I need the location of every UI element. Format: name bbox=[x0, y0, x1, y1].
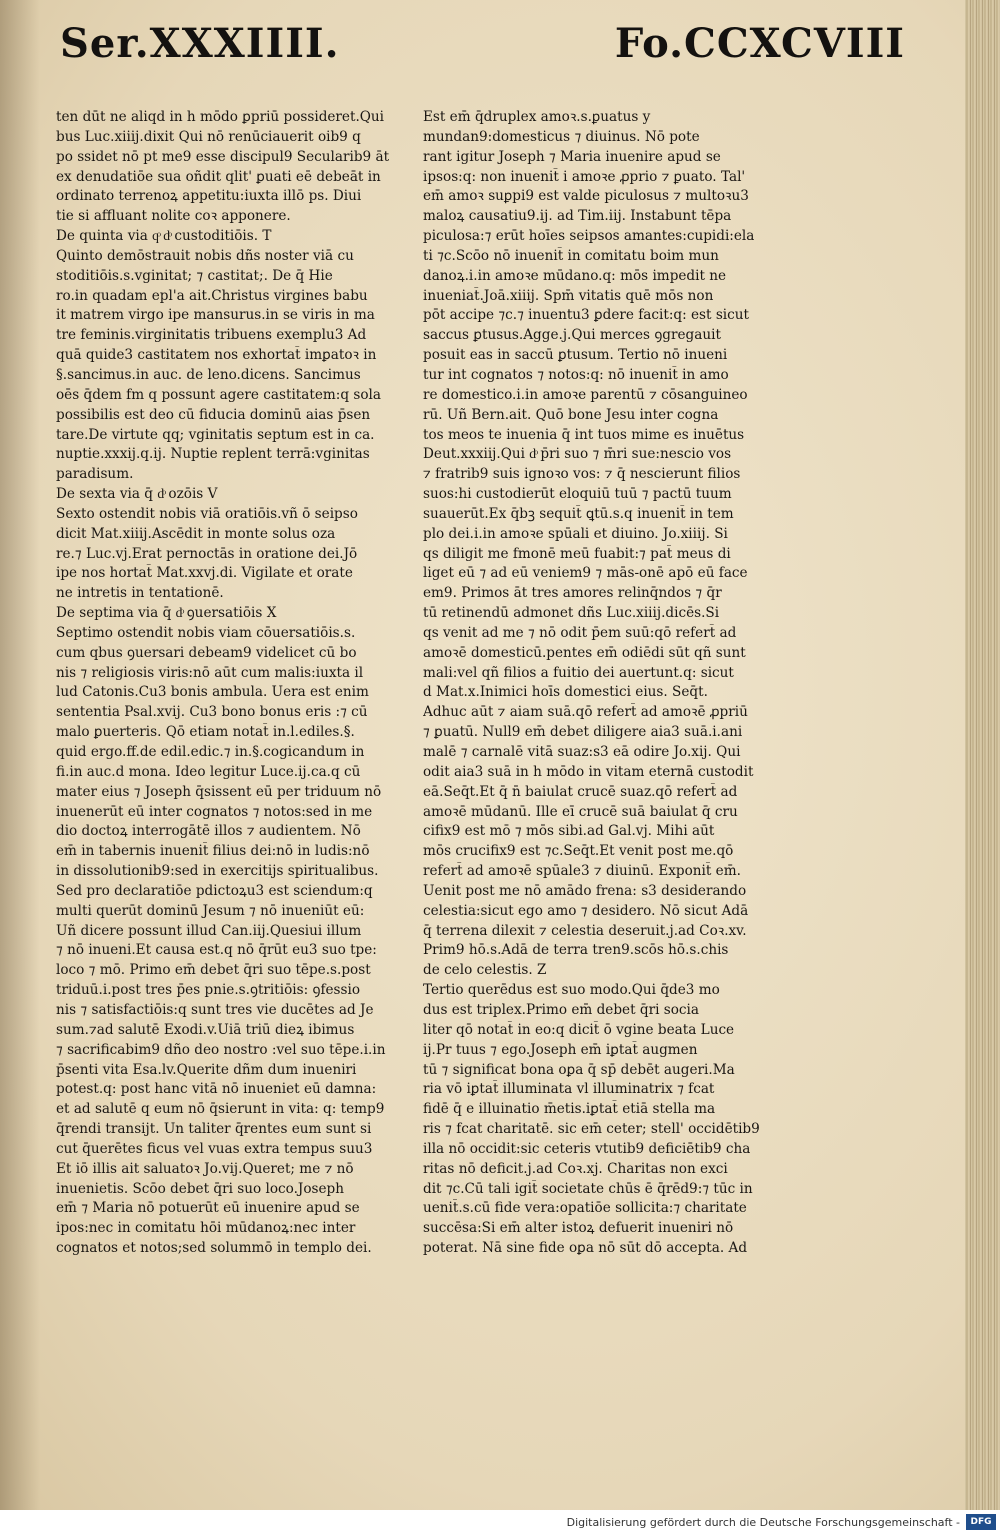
text-line: ex denudatiōe sua oñdit qlit' ꝑuati eē debeāt in bbox=[56, 168, 381, 185]
text-line: bus Luc.xiiij.dixit Qui nō renūciauerit oib9 q bbox=[56, 128, 361, 145]
text-line: ij.Pr tuus ⁊ ego.Joseph em̄ iꝑtat̄ augmen bbox=[423, 1041, 698, 1058]
text-line: Uenit post me nō amādo frena: s3 desiderando bbox=[423, 882, 747, 899]
text-line: dit ⁊c.Cū tali igit̄ societate chūs ē q̄rēd9:⁊ tūc in bbox=[423, 1180, 753, 1197]
text-line: Septimo ostendit nobis viam cōuersatiōis.s. bbox=[56, 624, 356, 641]
text-line: inuenietis. Scōo debet q̄ri suo loco.Joseph bbox=[56, 1180, 344, 1197]
text-line: malo ꝑuerteris. Qō etiam notat̄ in.l.ediles.§. bbox=[56, 724, 355, 741]
text-line: posuit eas in saccū ꝑtusum. Tertio nō inueni bbox=[423, 347, 728, 364]
text-line: em̄ in tabernis inuenit̄ filius dei:nō in ludis:nō bbox=[56, 843, 370, 860]
text-line: mater eius ⁊ Joseph q̄sissent eū per triduum nō bbox=[56, 783, 382, 800]
page-header bbox=[60, 20, 905, 80]
right-text-column bbox=[423, 108, 791, 1259]
text-line: ⁊ nō inueni.Et causa est.q nō q̄rūt eu3 suo tpe: bbox=[56, 942, 377, 959]
text-line: sententia Psal.xvij. Cu3 bono bonus eris :⁊ cū bbox=[56, 704, 368, 721]
text-line: danoꝝ.i.in amoꝛe mūdano.q: mōs impedit ne bbox=[423, 267, 727, 284]
text-line: piculosa:⁊ erūt hoīes seipsos amantes:cupidi:ela bbox=[423, 228, 755, 245]
text-line: cut q̄uerētes ficus vel vuas extra tempus suu3 bbox=[56, 1140, 373, 1157]
text-line: tos meos te inuenia q̄ int tuos mime es inuētus bbox=[423, 426, 745, 443]
text-line: malē ⁊ carnalē vitā suaz:s3 eā odire Jo.xij. Qui bbox=[423, 744, 741, 760]
text-line: liget eū ⁊ ad eū veniem9 ⁊ mās-onē apō eū face bbox=[423, 565, 748, 582]
text-line: p̄senti vita Esa.lv.Querite dñm dum inueniri bbox=[56, 1061, 357, 1078]
text-line: ritas nō deficit.j.ad Coꝛ.xj. Charitas non exci bbox=[423, 1160, 728, 1177]
text-line: amoꝛē mūdanū. Ille eī crucē suā baiulat q̄ cru bbox=[423, 803, 738, 820]
text-line: quid ergo.ff.de edil.edic.⁊ in.§.cogicandum in bbox=[56, 744, 365, 760]
text-line: rū. Uñ Bern.ait. Quō bone Jesu inter cogna bbox=[423, 406, 719, 423]
text-line: lud Catonis.Cu3 bonis ambula. Uera est enim bbox=[56, 684, 369, 701]
text-line: oēs q̄dem fm q possunt agere castitatem:q sola bbox=[56, 386, 381, 403]
text-line: re domestico.i.in amoꝛe parentū ⁊ cōsanguineo bbox=[423, 386, 748, 403]
text-line: Adhuc aūt ⁊ aiam suā.qō refert̄ ad amoꝛē ꝓpriū bbox=[423, 704, 748, 721]
text-line: plo dei.i.in amoꝛe spūali et diuino. Jo.xiiij. Si bbox=[423, 525, 728, 542]
text-line: dio doctoꝝ interrogātē illos ⁊ audientem. Nō bbox=[56, 823, 361, 840]
text-line: triduū.i.post tres p̄es pnie.s.ꝯtritiōis: ꝯfessio bbox=[56, 982, 361, 999]
text-line: potest.q: post hanc vitā nō inueniet eū damna: bbox=[56, 1081, 377, 1098]
text-line: uenit̄.s.cū fide vera:opatiōe sollicita:⁊ charitate bbox=[423, 1200, 747, 1217]
text-line: d Mat.x.Inimici hoīs domestici eius. Seq̄t. bbox=[423, 684, 708, 701]
text-line: §.sancimus.in auc. de leno.dicens. Sancimus bbox=[56, 366, 361, 383]
text-line: De sexta via q̄ dͦ ozōis V bbox=[56, 486, 218, 503]
text-line: inuenerūt eū inter cognatos ⁊ notos:sed in me bbox=[56, 803, 373, 820]
text-line: paradisum. bbox=[56, 466, 134, 483]
text-line: cum qbus ꝯuersari debeam9 videlicet cū bo bbox=[56, 644, 357, 661]
text-line: ne intretis in tentationē. bbox=[56, 585, 224, 602]
text-line: Et iō illis ait saluatoꝛ Jo.vij.Queret; me ⁊ nō bbox=[56, 1160, 354, 1177]
text-line: saccus ꝑtusus.Agge.j.Qui merces ꝯgregauit bbox=[423, 327, 721, 344]
folio-number: Fo.CCXCVIII bbox=[614, 20, 905, 67]
sermon-number: Ser.XXXIIII. bbox=[60, 20, 340, 67]
text-line: in dissolutionib9:sed in exercitijs spiritualibus. bbox=[56, 863, 379, 880]
text-line: pōt accipe ⁊c.⁊ inuentu3 ꝑdere facit:q: est sicut bbox=[423, 307, 749, 324]
text-line: ⁊ ꝑuatū. Null9 em̄ debet diligere aia3 suā.i.ani bbox=[423, 724, 743, 741]
text-line: succēsa:Si em̄ alter istoꝝ defuerit inueniri nō bbox=[423, 1220, 734, 1237]
text-line: ipos:nec in comitatu hōi mūdanoꝝ:nec inter bbox=[56, 1220, 356, 1237]
text-line: ten dūt ne aliqd in h mōdo ꝑpriū possideret.Qui bbox=[56, 109, 385, 125]
left-text-column bbox=[56, 108, 424, 1259]
text-line: em9. Primos āt tres amores relinq̄ndos ⁊ q̄r bbox=[423, 585, 722, 602]
text-line: amoꝛē domesticū.pentes em̄ odiēdi sūt qñ sunt bbox=[423, 644, 746, 661]
text-line: em̄ ⁊ Maria nō potuerūt eū inuenire apud se bbox=[56, 1200, 360, 1217]
text-line: Quinto demōstrauit nobis dñs noster viā cu bbox=[56, 247, 354, 264]
text-line: ti ⁊c.Scōo nō inuenit̄ in comitatu boim mun bbox=[423, 247, 719, 264]
text-line: ris ⁊ fcat charitatē. sic em̄ ceter; stell' occidētib9 bbox=[423, 1121, 760, 1138]
text-line: Prim9 hō.s.Adā de terra tren9.scōs hō.s.chis bbox=[423, 942, 729, 959]
text-line: De septima via q̄ dͦ ꝯuersatiōis X bbox=[56, 605, 277, 622]
funding-notice: Digitalisierung gefördert durch die Deutsche Forschungsgemeinschaft - bbox=[566, 1516, 960, 1529]
text-line: dicit Mat.xiiij.Ascēdit in monte solus oza bbox=[56, 525, 336, 542]
text-line: et ad salutē q eum nō q̄sierunt in vita: q: temp9 bbox=[56, 1101, 385, 1118]
text-line: refert̄ ad amoꝛē spūale3 ⁊ diuinū. Exponit̄ em̄. bbox=[423, 863, 741, 880]
text-line: tre feminis.virginitatis tribuens exemplu3 Ad bbox=[56, 327, 367, 344]
text-line: po ssidet nō pt me9 esse discipul9 Secularib9 āt bbox=[56, 148, 390, 165]
text-line: sum.⁊ad salutē Exodi.v.Uiā triū dieꝝ ibimus bbox=[56, 1021, 355, 1038]
text-line: rant igitur Joseph ⁊ Maria inuenire apud se bbox=[423, 148, 721, 165]
text-line: quā quide3 castitatem nos exhortat̄ imꝑatoꝛ in bbox=[56, 347, 377, 364]
text-line: fidē q̄ e illuinatio m̄etis.iꝑtat̄ etiā stella ma bbox=[423, 1101, 716, 1118]
text-line: stoditiōis.s.vginitat; ⁊ castitat;. De q̄ Hie bbox=[56, 267, 333, 284]
text-line: suos:hi custodierūt eloquiū tuū ⁊ pactū tuum bbox=[423, 486, 732, 503]
text-line: ⁊ fratrib9 suis ignoꝛo vos: ⁊ q̄ nescierunt filios bbox=[423, 466, 741, 483]
text-line: ordinato terrenoꝝ appetitu:iuxta illō ps. Diui bbox=[56, 188, 362, 205]
text-line: qs diligit me fmonē meū fuabit:⁊ pat̄ meus di bbox=[423, 545, 731, 562]
text-line: suauerūt.Ex q̄bꝫ sequit̄ ꝗtū.s.q inuenit̄ in tem bbox=[423, 505, 734, 522]
text-line: ipe nos hortat̄ Mat.xxvj.di. Vigilate et orate bbox=[56, 565, 353, 582]
text-line: re.⁊ Luc.vj.Erat pernoctās in oratione dei.Jō bbox=[56, 545, 358, 562]
dfg-logo: DFG bbox=[966, 1514, 996, 1530]
text-line: liter qō notat̄ in eo:q dicit̄ ō vgine beata Luce bbox=[423, 1021, 735, 1038]
text-line: it matrem virgo ipe mansurus.in se viris in ma bbox=[56, 307, 375, 324]
text-line: illa nō occidit:sic ceteris vtutib9 deficiētib9 cha bbox=[423, 1140, 751, 1157]
text-line: tie si affluant nolite coꝛ apponere. bbox=[56, 208, 291, 225]
text-line: tare.De virtute qq; vginitatis septum est in ca. bbox=[56, 426, 375, 443]
text-line: tur int cognatos ⁊ notos:q: nō inuenit̄ in amo bbox=[423, 366, 729, 383]
page-stack-edge bbox=[965, 0, 1000, 1510]
text-line: ro.in quadam epl'a ait.Christus virgines babu bbox=[56, 287, 368, 304]
text-line: multi querūt dominū Jesum ⁊ nō inueniūt eū: bbox=[56, 902, 365, 919]
text-line: Uñ dicere possunt illud Can.iij.Quesiui illum bbox=[56, 922, 362, 939]
text-line: em̄ amoꝛ suꝑpi9 est valde piculosus ⁊ multoꝛu3 bbox=[423, 188, 749, 205]
text-line: ⁊ sacrificabim9 dño deo nostro :vel suo tēpe.i.in bbox=[56, 1041, 386, 1058]
text-line: maloꝝ causatiu9.ij. ad Tim.iij. Instabunt tēpa bbox=[423, 208, 732, 225]
text-line: nis ⁊ satisfactiōis:q sunt tres vie ducētes ad Je bbox=[56, 1001, 374, 1018]
text-line: tū retinendū admonet dñs Luc.xiiij.dicēs.Si bbox=[423, 605, 720, 622]
text-line: poterat. Nā sine fide oꝑa nō sūt dō accepta. Ad bbox=[423, 1240, 748, 1257]
text-line: nuptie.xxxij.q.ij. Nuptie replent terrā:vginitas bbox=[56, 446, 370, 463]
text-line: Tertio querēdus est suo modo.Qui q̄de3 mo bbox=[423, 982, 720, 999]
text-line: cognatos et notos;sed solummō in templo dei. bbox=[56, 1240, 372, 1257]
gutter-shadow bbox=[0, 0, 40, 1510]
text-line: qs venit ad me ⁊ nō odit p̄em suū:qō refert̄ ad bbox=[423, 624, 737, 641]
text-line: inueniat̄.Joā.xiiij. Spm̄ vitatis quē mōs non bbox=[423, 287, 714, 304]
text-line: mundan9:domesticus ⁊ diuinus. Nō pote bbox=[423, 128, 700, 145]
text-line: tū ⁊ significat bona oꝑa q̄ sp̄ debēt augeri.Ma bbox=[423, 1061, 735, 1078]
text-line: mali:vel qñ filios a fuitio dei auertunt.q: sicut bbox=[423, 664, 734, 681]
text-line: fi.in auc.d mona. Ideo legitur Luce.ij.ca.q cū bbox=[56, 763, 361, 780]
text-line: Est em̄ q̄druplex amoꝛ.s.ꝑuatus y bbox=[423, 109, 651, 125]
text-line: eā.Seq̄t.Et q̄ n̄ baiulat crucē suaz.qō refert̄ ad bbox=[423, 783, 738, 800]
text-line: de celo celestis. Z bbox=[423, 962, 547, 979]
text-line: De quinta via qͦ dͦ custoditiōis. T bbox=[56, 228, 272, 245]
text-line: possibilis est deo cū fiducia dominū aias p̄sen bbox=[56, 406, 371, 423]
footer-bar bbox=[0, 1510, 1000, 1536]
text-line: q̄rendi transijt. Un taliter q̄rentes eum sunt si bbox=[56, 1121, 372, 1138]
text-line: Sed pro declaratiōe pdictoꝝu3 est sciendum:q bbox=[56, 882, 373, 899]
text-line: cifix9 est mō ⁊ mōs sibi.ad Gal.vj. Mihi aūt bbox=[423, 823, 715, 840]
text-line: ria vō iꝑtat̄ illuminata vl illuminatrix ⁊ fcat bbox=[423, 1081, 715, 1098]
text-line: dus est triplex.Primo em̄ debet q̄ri socia bbox=[423, 1001, 699, 1018]
text-line: Sexto ostendit nobis viā oratiōis.vñ ō seipso bbox=[56, 505, 358, 522]
text-line: q̄ terrena dilexit ⁊ celestia deseruit.j.ad Coꝛ.xv. bbox=[423, 922, 747, 939]
text-line: odit aia3 suā in h mōdo in vitam eternā custodit bbox=[423, 763, 754, 780]
text-line: nis ⁊ religiosis viris:nō aūt cum malis:iuxta il bbox=[56, 664, 364, 681]
text-line: mōs crucifix9 est ⁊c.Seq̄t.Et venit post me.qō bbox=[423, 843, 734, 860]
text-line: ipsos:q: non inuenit̄ i amoꝛe ꝓprio ⁊ ꝑuato. Tal' bbox=[423, 168, 746, 185]
text-line: Deut.xxxiij.Qui dͦ p̄ri suo ⁊ m̄ri sue:nescio vos bbox=[423, 446, 732, 463]
text-line: celestia:sicut ego amo ⁊ desidero. Nō sicut Adā bbox=[423, 902, 749, 919]
text-line: loco ⁊ mō. Primo em̄ debet q̄ri suo tēpe.s.post bbox=[56, 962, 371, 979]
